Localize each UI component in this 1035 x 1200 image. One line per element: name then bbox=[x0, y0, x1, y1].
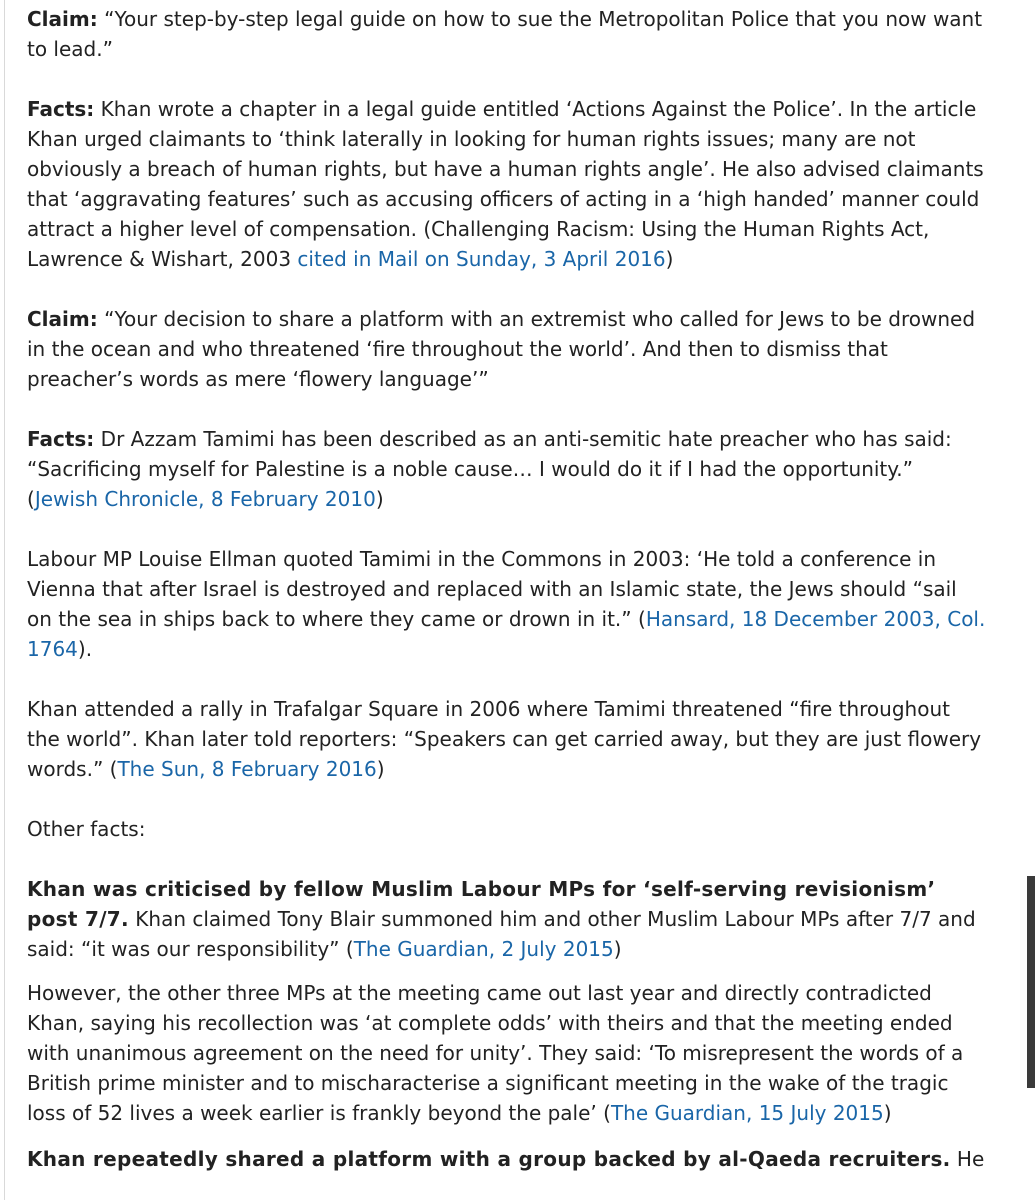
left-border-rule bbox=[4, 0, 5, 1200]
facts-paragraph-1 bbox=[27, 94, 987, 274]
source-link-guardian-2-july[interactable]: The Guardian, 2 July 2015 bbox=[353, 937, 614, 961]
paragraph-text-end: ). bbox=[77, 637, 93, 661]
paragraph-text: Labour MP Louise Ellman quoted Tamimi in the Commons in 2003: ‘He told a conference in Vienna that after Israel is destroyed and replaced with an Islamic state, the Jews should “sail on the sea in ships back to where they came or drown in it.” ( bbox=[27, 547, 957, 631]
paragraph-text-end: ) bbox=[883, 1101, 892, 1125]
trafalgar-paragraph bbox=[27, 694, 987, 784]
facts-text-end: ) bbox=[665, 247, 674, 271]
scroll-indicator[interactable] bbox=[1027, 876, 1035, 1088]
al-qaeda-paragraph bbox=[27, 1144, 987, 1174]
claim-label: Claim: bbox=[27, 307, 98, 331]
claim-label: Claim: bbox=[27, 7, 98, 31]
facts-text-end: ) bbox=[375, 487, 384, 511]
other-facts-heading: Other facts: bbox=[27, 817, 146, 841]
facts-label: Facts: bbox=[27, 427, 95, 451]
paragraph-text: Khan attended a rally in Trafalgar Square in 2006 where Tamimi threatened “fire throughout the world”. Khan later told reporters: “Speakers can get carried away, but they are just flowery words.” ( bbox=[27, 697, 982, 781]
claim-paragraph-2 bbox=[27, 304, 987, 394]
contradiction-paragraph bbox=[27, 978, 987, 1128]
claim-text: “Your decision to share a platform with an extremist who called for Jews to be drowned in the ocean and who threatened ‘fire throughout the world’. And then to dismiss that preacher’s words as mere ‘flowery language’” bbox=[27, 307, 976, 391]
bold-lead: Khan repeatedly shared a platform with a group backed by al-Qaeda recruiters. bbox=[27, 1147, 951, 1171]
revisionism-paragraph bbox=[27, 874, 987, 964]
source-link-the-sun[interactable]: The Sun, 8 February 2016 bbox=[117, 757, 377, 781]
paragraph-text-end: ) bbox=[613, 937, 622, 961]
bold-lead: Khan was criticised by fellow Muslim Labour MPs for ‘self-serving revisionism’ post 7/7. bbox=[27, 877, 936, 931]
article-body bbox=[27, 4, 987, 1174]
source-link-hansard[interactable]: Hansard, 18 December 2003, Col. 1764 bbox=[27, 607, 986, 661]
ellman-paragraph bbox=[27, 544, 987, 664]
facts-text: Dr Azzam Tamimi has been described as an anti-semitic hate preacher who has said: “Sacrificing myself for Palestine is a noble cause… I would do it if I had the opportunity.” ( bbox=[27, 427, 952, 511]
paragraph-text: Khan claimed Tony Blair summoned him and other Muslim Labour MPs after 7/7 and said: “it was our responsibility” ( bbox=[27, 907, 976, 961]
facts-paragraph-2 bbox=[27, 424, 987, 514]
claim-text: “Your step-by-step legal guide on how to sue the Metropolitan Police that you now want to lead.” bbox=[27, 7, 983, 61]
paragraph-text-end: ) bbox=[376, 757, 385, 781]
paragraph-text: However, the other three MPs at the meeting came out last year and directly contradicted Khan, saying his recollection was ‘at complete odds’ with theirs and that the meeting ended with unanimous agreement on the need for unity’. They said: ‘To misrepresent the words of a British prime minister and to mischaracterise a significant meeting in the wake of the tragic loss of 52 lives a week earlier is frankly beyond the pale’ ( bbox=[27, 981, 964, 1125]
source-link-guardian-15-july[interactable]: The Guardian, 15 July 2015 bbox=[610, 1101, 884, 1125]
claim-paragraph-1 bbox=[27, 4, 987, 64]
paragraph-text: He bbox=[950, 1147, 985, 1171]
source-link-jewish-chronicle[interactable]: Jewish Chronicle, 8 February 2010 bbox=[34, 487, 376, 511]
facts-label: Facts: bbox=[27, 97, 95, 121]
source-link-mail-on-sunday[interactable]: cited in Mail on Sunday, 3 April 2016 bbox=[297, 247, 666, 271]
facts-text: Khan wrote a chapter in a legal guide entitled ‘Actions Against the Police’. In the article Khan urged claimants to ‘think laterally in looking for human rights issues; many are not obviously a breach of human rights, but have a human rights angle’. He also advised claimants that ‘aggravating features’ such as accusing officers of acting in a ‘high handed’ manner could attract a higher level of compensation. (Challenging Racism: Using the Human Rights Act, Lawrence & Wishart, 2003 bbox=[27, 97, 984, 271]
